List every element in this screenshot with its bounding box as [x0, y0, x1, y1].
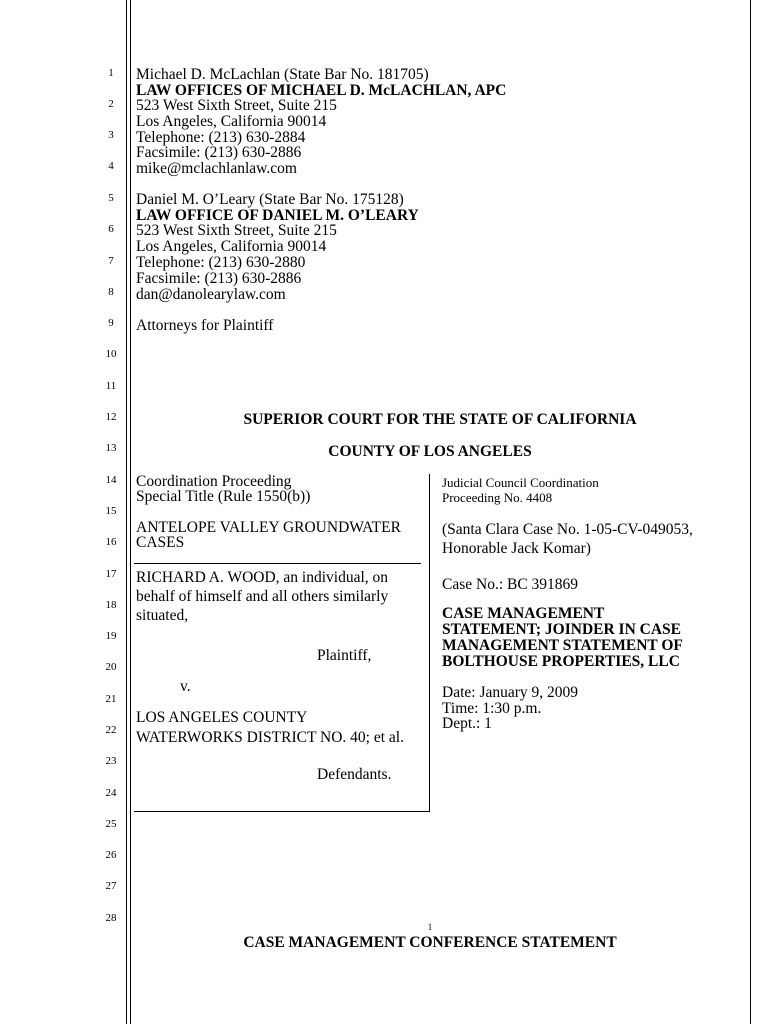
line-number: 7	[108, 255, 114, 267]
counsel-name: Daniel M. O’Leary (State Bar No. 175128)	[136, 191, 404, 208]
line-number: 1	[108, 67, 114, 79]
telephone: Telephone: (213) 630-2884	[136, 129, 306, 146]
line-number: 2	[108, 98, 114, 110]
attorneys-for: Attorneys for Plaintiff	[136, 317, 274, 334]
versus: v.	[180, 678, 191, 695]
plaintiff-party: behalf of himself and all others similarly	[136, 588, 389, 605]
line-number: 23	[105, 755, 117, 767]
address-line: 523 West Sixth Street, Suite 215	[136, 222, 337, 239]
hearing-dept: Dept.: 1	[442, 715, 492, 732]
line-number: 14	[105, 474, 117, 486]
hearing-time: Time: 1:30 p.m.	[442, 700, 542, 717]
case-name: CASES	[136, 534, 185, 551]
court-name: SUPERIOR COURT FOR THE STATE OF CALIFORNIA	[243, 411, 637, 428]
plaintiff-party: situated,	[136, 607, 189, 624]
address-line: 523 West Sixth Street, Suite 215	[136, 97, 337, 114]
firm-name: LAW OFFICE OF DANIEL M. O’LEARY	[136, 207, 419, 224]
right-margin-rule	[750, 0, 751, 1024]
document-title: STATEMENT; JOINDER IN CASE	[442, 621, 681, 638]
proceeding-number: Proceeding No. 4408	[442, 490, 553, 505]
honorable-judge: Honorable Jack Komar)	[442, 540, 591, 557]
footer-title: CASE MANAGEMENT CONFERENCE STATEMENT	[243, 934, 617, 951]
address-line: Los Angeles, California 90014	[136, 113, 327, 130]
line-number: 8	[108, 286, 114, 298]
plaintiff-party: RICHARD A. WOOD, an individual, on	[136, 569, 389, 586]
hearing-date: Date: January 9, 2009	[442, 684, 579, 701]
page-number: 1	[427, 922, 433, 932]
defendants-label: Defendants.	[317, 766, 392, 783]
judicial-council-coordination: Judicial Council Coordination	[442, 475, 599, 490]
line-number: 26	[105, 849, 117, 861]
facsimile: Facsimile: (213) 630-2886	[136, 144, 302, 161]
caption-divider-vertical	[429, 474, 430, 811]
document-title: BOLTHOUSE PROPERTIES, LLC	[442, 653, 680, 670]
line-number: 6	[108, 223, 114, 235]
line-number: 20	[105, 661, 117, 673]
line-number: 25	[105, 818, 117, 830]
plaintiff-label: Plaintiff,	[317, 647, 372, 664]
line-number: 13	[105, 442, 117, 454]
line-number: 15	[105, 505, 117, 517]
margin-rule-outer	[126, 0, 127, 1024]
line-number: 22	[105, 724, 117, 736]
line-number: 19	[105, 630, 117, 642]
case-name: ANTELOPE VALLEY GROUNDWATER	[136, 519, 401, 536]
line-number: 28	[105, 912, 117, 924]
margin-rule-inner	[130, 0, 131, 1024]
line-number: 9	[108, 317, 114, 329]
santa-clara-case: (Santa Clara Case No. 1-05-CV-049053,	[442, 521, 693, 538]
caption-divider-middle	[134, 563, 421, 564]
document-title: CASE MANAGEMENT	[442, 605, 605, 622]
email: mike@mclachlanlaw.com	[136, 160, 297, 177]
line-number: 5	[108, 192, 114, 204]
counsel-name: Michael D. McLachlan (State Bar No. 181705)	[136, 66, 429, 83]
telephone: Telephone: (213) 630-2880	[136, 254, 306, 271]
caption-divider-bottom	[134, 811, 430, 812]
line-number: 11	[105, 380, 117, 392]
line-number: 17	[105, 568, 117, 580]
line-number: 4	[108, 160, 114, 172]
case-number: Case No.: BC 391869	[442, 576, 579, 593]
line-number: 18	[105, 599, 117, 611]
line-number: 10	[105, 348, 117, 360]
facsimile: Facsimile: (213) 630-2886	[136, 270, 302, 287]
address-line: Los Angeles, California 90014	[136, 238, 327, 255]
line-number: 27	[105, 880, 117, 892]
line-number: 16	[105, 536, 117, 548]
line-number: 21	[105, 693, 117, 705]
line-number: 24	[105, 787, 117, 799]
document-title: MANAGEMENT STATEMENT OF	[442, 637, 683, 654]
firm-name: LAW OFFICES OF MICHAEL D. McLACHLAN, APC	[136, 82, 507, 99]
special-title: Special Title (Rule 1550(b))	[136, 488, 311, 505]
coordination-proceeding: Coordination Proceeding	[136, 473, 292, 490]
court-county: COUNTY OF LOS ANGELES	[328, 443, 532, 460]
defendant-party: WATERWORKS DISTRICT NO. 40; et al.	[136, 729, 404, 746]
email: dan@danolearylaw.com	[136, 286, 286, 303]
line-number: 12	[105, 411, 117, 423]
defendant-party: LOS ANGELES COUNTY	[136, 709, 308, 726]
line-number: 3	[108, 129, 114, 141]
